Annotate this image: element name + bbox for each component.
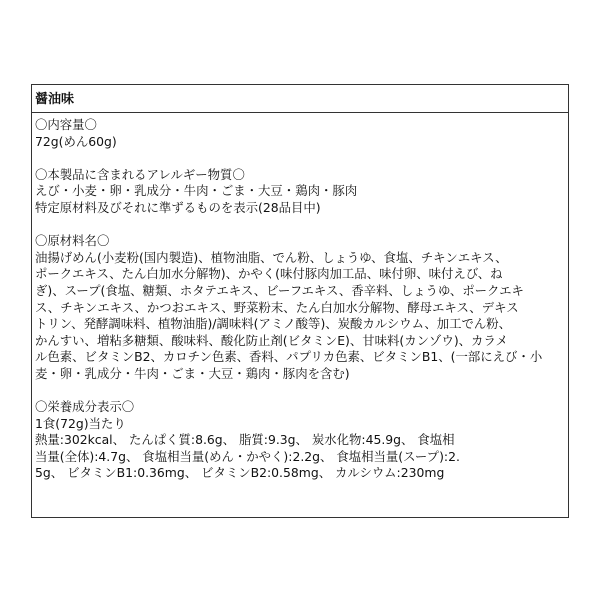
text-line: かんすい、増粘多糖類、酸味料、酸化防止剤(ビタミンE)、甘味料(カンゾウ)、カラメ: [35, 332, 508, 348]
text-line: 特定原材料及びそれに準ずるものを表示(28品目中): [35, 199, 321, 215]
text-line: えび・小麦・卵・乳成分・牛肉・ごま・大豆・鶏肉・豚肉: [35, 183, 358, 199]
text-line: トリン、発酵調味料、植物油脂)/調味料(アミノ酸等)、炭酸カルシウム、加工でん粉、: [35, 316, 512, 332]
text-line: 麦・卵・乳成分・牛肉・ごま・大豆・鶏肉・豚肉を含む): [35, 365, 350, 381]
text-line: 5g、 ビタミンB1:0.36mg、 ビタミンB2:0.58mg、 カルシウム:230mg: [35, 465, 445, 481]
text-line: ス、チキンエキス、かつおエキス、野菜粉末、たん白加水分解物、酵母エキス、デキス: [35, 299, 519, 315]
text-line: ポークエキス、たん白加水分解物)、かやく(味付豚肉加工品、味付卵、味付えび、ね: [35, 266, 503, 282]
ingredient-label-panel: [31, 84, 569, 518]
section-heading: 〇原材料名〇: [35, 233, 110, 249]
section-ingredients: [35, 233, 565, 382]
section-gap: [35, 217, 565, 234]
section-gap: [35, 150, 565, 167]
text-line: 熱量:302kcal、 たんぱく質:8.6g、 脂質:9.3g、 炭水化物:45.9g、 食塩相: [35, 432, 455, 448]
section-allergens: [35, 167, 565, 217]
text-line: ル色素、ビタミンB2、カロチン色素、香料、パプリカ色素、ビタミンB1、(一部にえび・小: [35, 349, 543, 365]
section-gap: [35, 383, 565, 400]
text-line: 72g(めん60g): [35, 133, 117, 149]
text-line: 油揚げめん(小麦粉(国内製造)、植物油脂、でん粉、しょうゆ、食塩、チキンエキス、: [35, 249, 508, 265]
text-line: ぎ)、スープ(食塩、糖類、ホタテエキス、ビーフエキス、香辛料、しょうゆ、ポークエキ: [35, 282, 524, 298]
flavor-title: 醤油味: [32, 85, 568, 113]
section-heading: 〇栄養成分表示〇: [35, 399, 135, 415]
section-heading: 〇内容量〇: [35, 117, 97, 132]
section-content-amount: [35, 117, 565, 150]
text-line: 当量(全体):4.7g、 食塩相当量(めん・かやく):2.2g、 食塩相当量(スープ):2.: [35, 448, 460, 464]
section-nutrition: [35, 399, 565, 482]
section-heading: 〇本製品に含まれるアレルギー物質〇: [35, 166, 245, 182]
text-line: 1食(72g)当たり: [35, 415, 126, 431]
label-content: [32, 113, 568, 482]
